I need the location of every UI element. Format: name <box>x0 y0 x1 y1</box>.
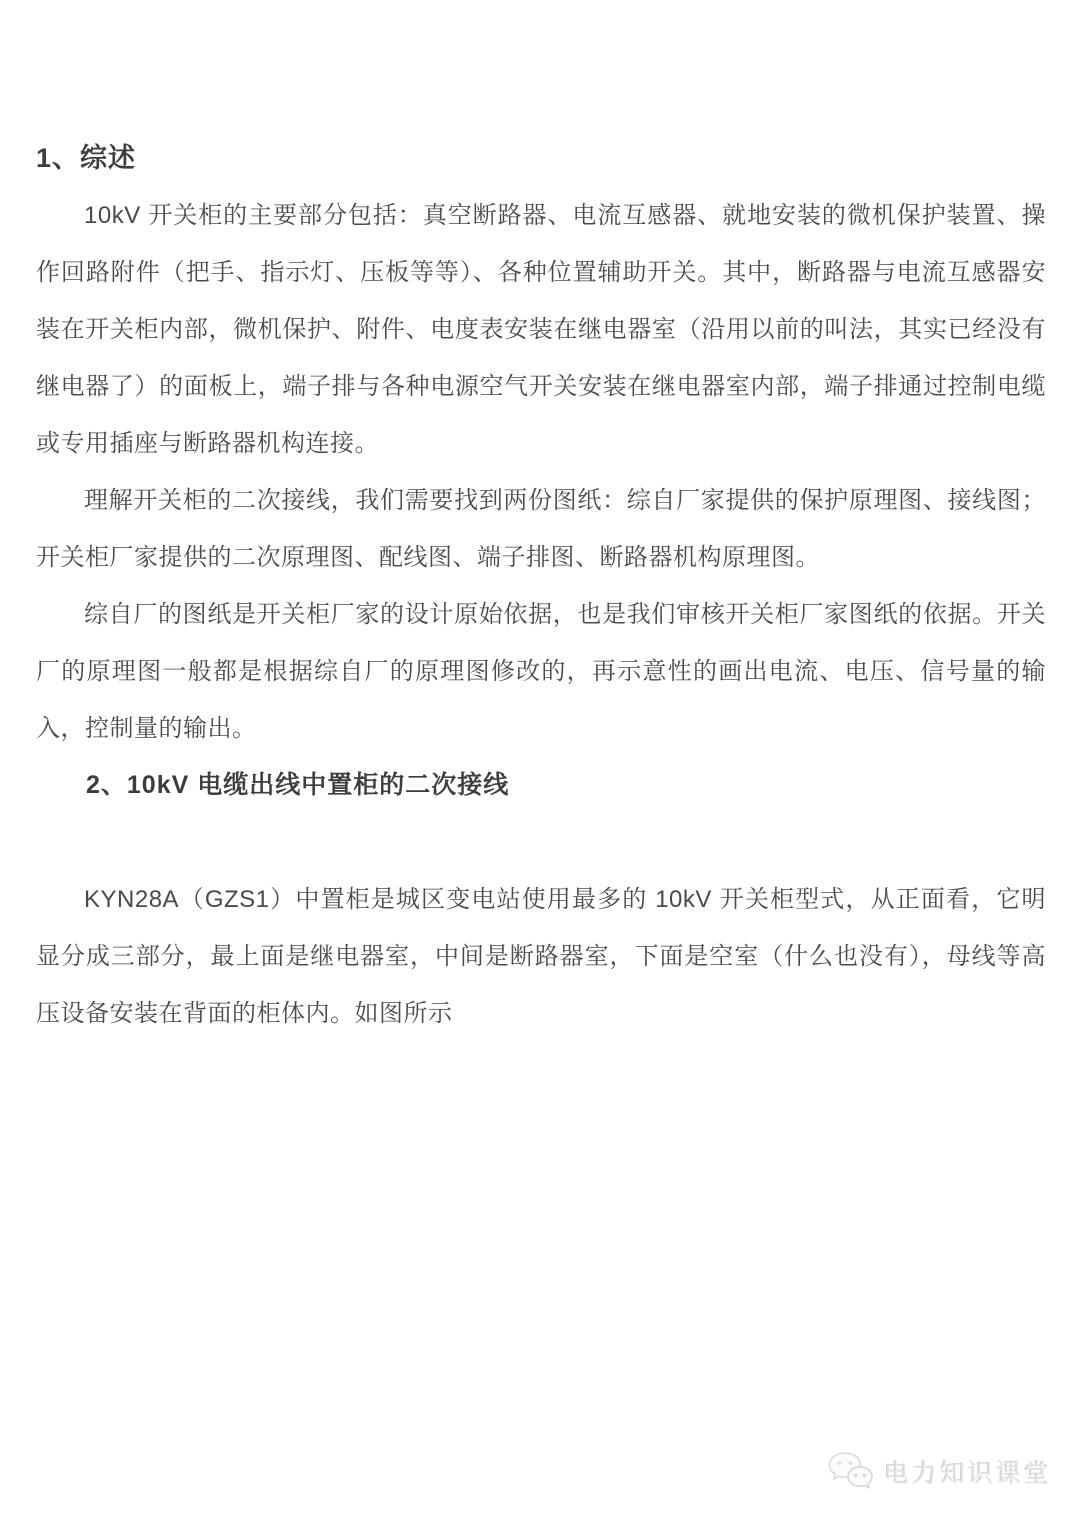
watermark <box>826 1450 1052 1494</box>
section-2-heading: 2、10kV 电缆出线中置柜的二次接线 <box>86 771 510 799</box>
section-2-paragraph-1: KYN28A（GZS1）中置柜是城区变电站使用最多的 10kV 开关柜型式，从正面看，它明显分成三部分，最上面是继电器室，中间是断路器室，下面是空室（什么也没有），母线等高压设备安装在背面的柜体内。如图所示 <box>36 886 1046 1027</box>
watermark-label: 电力知识课堂 <box>883 1460 1052 1488</box>
section-1-paragraph-3: 综自厂的图纸是开关柜厂家的设计原始依据，也是我们审核开关柜厂家图纸的依据。开关厂的原理图一般都是根据综自厂的原理图修改的，再示意性的画出电流、电压、信号量的输入，控制量的输出。 <box>36 601 1046 742</box>
section-1-paragraph-1: 10kV 开关柜的主要部分包括：真空断路器、电流互感器、就地安装的微机保护装置、操作回路附件（把手、指示灯、压板等等）、各种位置辅助开关。其中，断路器与电流互感器安装在开关柜内部，微机保护、附件、电度表安装在继电器室（沿用以前的叫法，其实已经没有继电器了）的面板上，端子排与各种电源空气开关安装在继电器室内部，端子排通过控制电缆或专用插座与断路器机构连接。 <box>36 202 1046 457</box>
article-body <box>36 130 1046 1042</box>
section-1-heading: 1、综述 <box>36 143 137 173</box>
section-1-paragraph-2: 理解开关柜的二次接线，我们需要找到两份图纸：综自厂家提供的保护原理图、接线图；开关柜厂家提供的二次原理图、配线图、端子排图、断路器机构原理图。 <box>36 487 1046 571</box>
wechat-icon <box>826 1450 874 1494</box>
